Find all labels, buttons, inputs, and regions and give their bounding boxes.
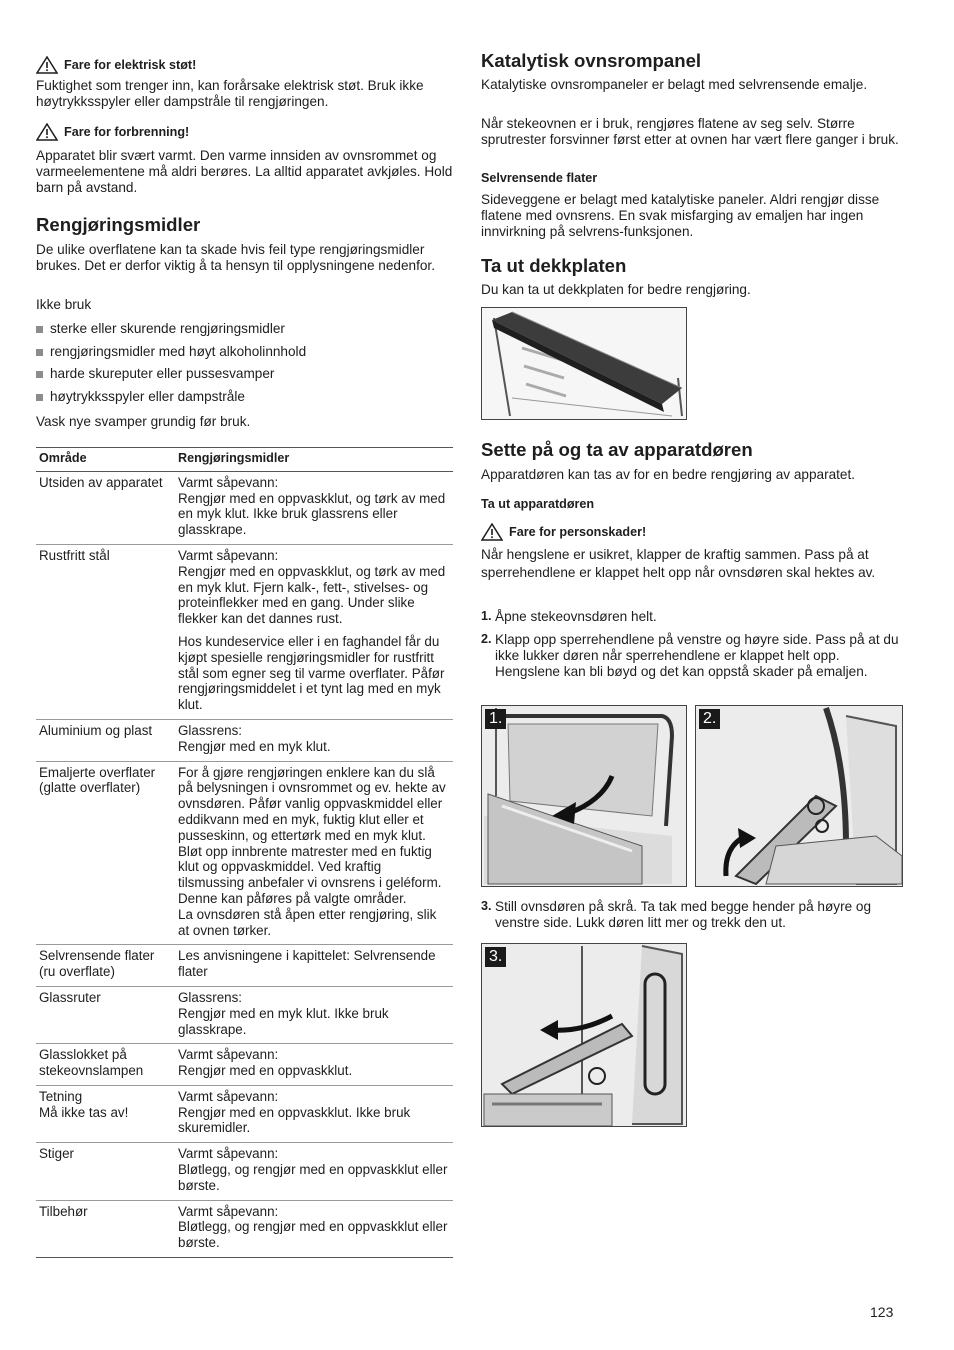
table-header-row	[36, 448, 453, 471]
warning-injury-text: Når hengslene er usikret, klapper de kraftig sammen. Pass på at sperrehendlene er klappet helt opp når ovnsdøren skal hektes av.	[481, 547, 876, 580]
warning-triangle-icon	[36, 123, 58, 141]
list-item	[36, 321, 285, 337]
step-text: Åpne stekeovnsdøren helt.	[495, 609, 657, 624]
heading-self-cleaning: Selvrensende flater	[481, 171, 598, 185]
table-cell-agent	[175, 1143, 453, 1200]
warning-triangle-icon	[36, 56, 58, 74]
warning-triangle-icon	[481, 523, 503, 541]
list-item	[36, 389, 245, 405]
warning-injury-label: Fare for personskader!	[509, 525, 647, 539]
catalytic-p1: Katalytiske ovnsrompaneler er belagt med selvrensende emalje.	[481, 77, 868, 92]
step-3	[481, 899, 901, 931]
step-3-illustration	[481, 943, 687, 1127]
warning-electric-label: Fare for elektrisk støt!	[64, 58, 197, 72]
bullet-square-icon	[36, 394, 43, 401]
table-cell-text: Varmt såpevann: Rengjør med en oppvaskklut.	[178, 1047, 353, 1079]
table-row	[36, 945, 453, 987]
cover-plate-text: Du kan ta ut dekkplaten for bedre rengjøring.	[481, 282, 751, 297]
table-cell-area: Tilbehør	[36, 1200, 175, 1257]
table-cell-text: Varmt såpevann: Rengjør med en oppvaskklut, og tørk av med en myk klut. Fjern kalk-, fett-, stivelses- og proteinflekker med en gang. Under slike flekker kan det dannes rust.	[178, 547, 446, 627]
table-cell-agent	[175, 1085, 453, 1142]
table-row	[36, 1044, 453, 1086]
table-cell-area: Aluminium og plast	[36, 719, 175, 761]
table-cell-area: Glasslokket på stekeovnslampen	[36, 1044, 175, 1086]
table-row	[36, 1143, 453, 1200]
table-cell-agent	[175, 1044, 453, 1086]
table-row	[36, 1200, 453, 1257]
table-row	[36, 471, 453, 544]
catalytic-p2: Når stekeovnen er i bruk, rengjøres flatene av seg selv. Større sprutrester forsvinner først etter at ovnen har vært flere ganger i bruk.	[481, 116, 899, 147]
list-item-text: høytrykksspyler eller dampstråle	[50, 389, 245, 404]
cover-plate-illustration	[481, 307, 687, 420]
table-cell-area: Selvrensende flater (ru overflate)	[36, 945, 175, 987]
page-number: 123	[870, 1304, 894, 1320]
door-intro: Apparatdøren kan tas av for en bedre rengjøring av apparatet.	[481, 467, 856, 482]
table-cell-area: Glassruter	[36, 986, 175, 1043]
list-item	[36, 344, 306, 360]
table-row	[36, 544, 453, 719]
step-text: Klapp opp sperrehendlene på venstre og høyre side. Pass på at du ikke lukker døren når sperrehendlene er klappet helt opp. Hengslene kan bli bøyd og det kan oppstå skader på emaljen.	[495, 632, 899, 679]
warning-injury-title	[481, 523, 646, 541]
table-cell-area: Utsiden av apparatet	[36, 471, 175, 544]
table-cell-text-extra: Hos kundeservice eller i en faghandel får du kjøpt spesielle rengjøringsmidler for rustfritt stål som egner seg til varme overflater. Påfør rengjøringsmiddelet i et tynt lag med en myk klut.	[178, 633, 445, 713]
bullet-square-icon	[36, 371, 43, 378]
figure-label: 1.	[485, 709, 506, 729]
table-cell-area: Tetning Må ikke tas av!	[36, 1085, 175, 1142]
heading-cover-plate: Ta ut dekkplaten	[481, 255, 627, 276]
step-1-illustration	[481, 705, 687, 887]
table-row	[36, 761, 453, 945]
table-row	[36, 719, 453, 761]
warning-burn-text: Apparatet blir svært varmt. Den varme innsiden av ovnsrommet og varmeelementene må aldri berøres. La alltid apparatet avkjøles. Hold barn på avstand.	[36, 148, 453, 195]
step-number: 2.	[481, 632, 492, 646]
heading-remove-door: Ta ut apparatdøren	[481, 497, 595, 511]
table-cell-text: For å gjøre rengjøringen enklere kan du slå på belysningen i ovnsrommet og ev. hekte av ovnsdøren. Påfør vanlig oppvaskmiddel eller eddikvann med en myk, fuktig klut eller et pusseskinn, og ettertørk med en myk klut. Bløt opp innbrente matrester med en fuktig klut og oppvaskmiddel. Ved kraftig tilsmussing anbefaler vi ovnsrens i geléform. Denne kan påføres på valgte områder. La ovnsdøren stå åpen etter rengjøring, slik at ovnen tørker.	[178, 764, 446, 938]
table-cell-area: Emaljerte overflater (glatte overflater)	[36, 761, 175, 945]
open-door-drawing	[482, 706, 686, 886]
table-cell-agent	[175, 945, 453, 987]
warning-electric-title	[36, 56, 196, 74]
hinge-lever-drawing	[696, 706, 902, 886]
self-cleaning-text: Sideveggene er belagt med katalytiske paneler. Aldri rengjør disse flatene med ovnsrens. En svak misfarging av emaljen har ingen innvirkning på selvrens-funksjonen.	[481, 192, 880, 239]
cover-plate-drawing	[482, 308, 686, 419]
table-cell-area: Stiger	[36, 1143, 175, 1200]
table-cell-agent	[175, 986, 453, 1043]
table-cell-text: Varmt såpevann: Rengjør med en oppvaskklut. Ikke bruk skuremidler.	[178, 1088, 411, 1136]
table-cell-text: Les anvisningene i kapittelet: Selvrensende flater	[178, 948, 436, 980]
list-item-text: rengjøringsmidler med høyt alkoholinnhold	[50, 344, 307, 359]
remove-door-drawing	[482, 944, 686, 1126]
table-row	[36, 1085, 453, 1142]
cleaning-outro: Vask nye svamper grundig før bruk.	[36, 414, 251, 429]
table-cell-area: Rustfritt stål	[36, 544, 175, 719]
heading-door: Sette på og ta av apparatdøren	[481, 439, 753, 460]
step-number: 1.	[481, 609, 492, 623]
step-2	[481, 632, 901, 679]
table-row	[36, 986, 453, 1043]
list-item	[36, 366, 274, 382]
figure-label: 2.	[699, 709, 720, 729]
cleaning-table-wrapper	[36, 447, 453, 1258]
warning-burn-label: Fare for forbrenning!	[64, 125, 190, 139]
table-header-area: Område	[36, 448, 175, 471]
table-header-agent: Rengjøringsmidler	[175, 448, 453, 471]
table-cell-text: Varmt såpevann: Bløtlegg, og rengjør med en oppvaskklut eller børste.	[178, 1146, 448, 1193]
table-body	[36, 471, 453, 1257]
step-1	[481, 609, 901, 625]
table-cell-text: Glassrens: Rengjør med en myk klut.	[178, 722, 331, 754]
heading-catalytic: Katalytisk ovnsrompanel	[481, 50, 702, 71]
ikke-bruk-label: Ikke bruk	[36, 297, 92, 312]
table-cell-agent	[175, 719, 453, 761]
step-2-illustration	[695, 705, 903, 887]
table-cell-text: Glassrens: Rengjør med en myk klut. Ikke bruk glasskrape.	[178, 989, 389, 1037]
table-cell-agent	[175, 471, 453, 544]
cleaning-intro: De ulike overflatene kan ta skade hvis feil type rengjøringsmidler brukes. Det er derfor viktig å ta hensyn til opplysningene nedenfor.	[36, 242, 435, 273]
warning-electric-text: Fuktighet som trenger inn, kan forårsake elektrisk støt. Bruk ikke høytrykksspyler eller dampstråle til rengjøringen.	[36, 78, 424, 109]
list-item-text: sterke eller skurende rengjøringsmidler	[50, 321, 285, 336]
step-number: 3.	[481, 899, 492, 913]
table-cell-agent	[175, 1200, 453, 1257]
bullet-square-icon	[36, 326, 43, 333]
table-cell-agent	[175, 544, 453, 719]
figure-label: 3.	[485, 947, 506, 967]
cleaning-table	[36, 448, 453, 1258]
warning-burn-title	[36, 123, 189, 141]
table-cell-agent	[175, 761, 453, 945]
heading-cleaning-agents: Rengjøringsmidler	[36, 214, 201, 235]
bullet-square-icon	[36, 349, 43, 356]
table-cell-text: Varmt såpevann: Bløtlegg, og rengjør med en oppvaskklut eller børste.	[178, 1203, 448, 1251]
table-cell-text: Varmt såpevann: Rengjør med en oppvaskklut, og tørk av med en myk klut. Ikke bruk glassrens eller glasskrape.	[178, 474, 446, 538]
list-item-text: harde skureputer eller pussesvamper	[50, 366, 275, 381]
step-text: Still ovnsdøren på skrå. Ta tak med begge hender på høyre og venstre side. Lukk døren litt mer og trekk den ut.	[495, 899, 872, 930]
